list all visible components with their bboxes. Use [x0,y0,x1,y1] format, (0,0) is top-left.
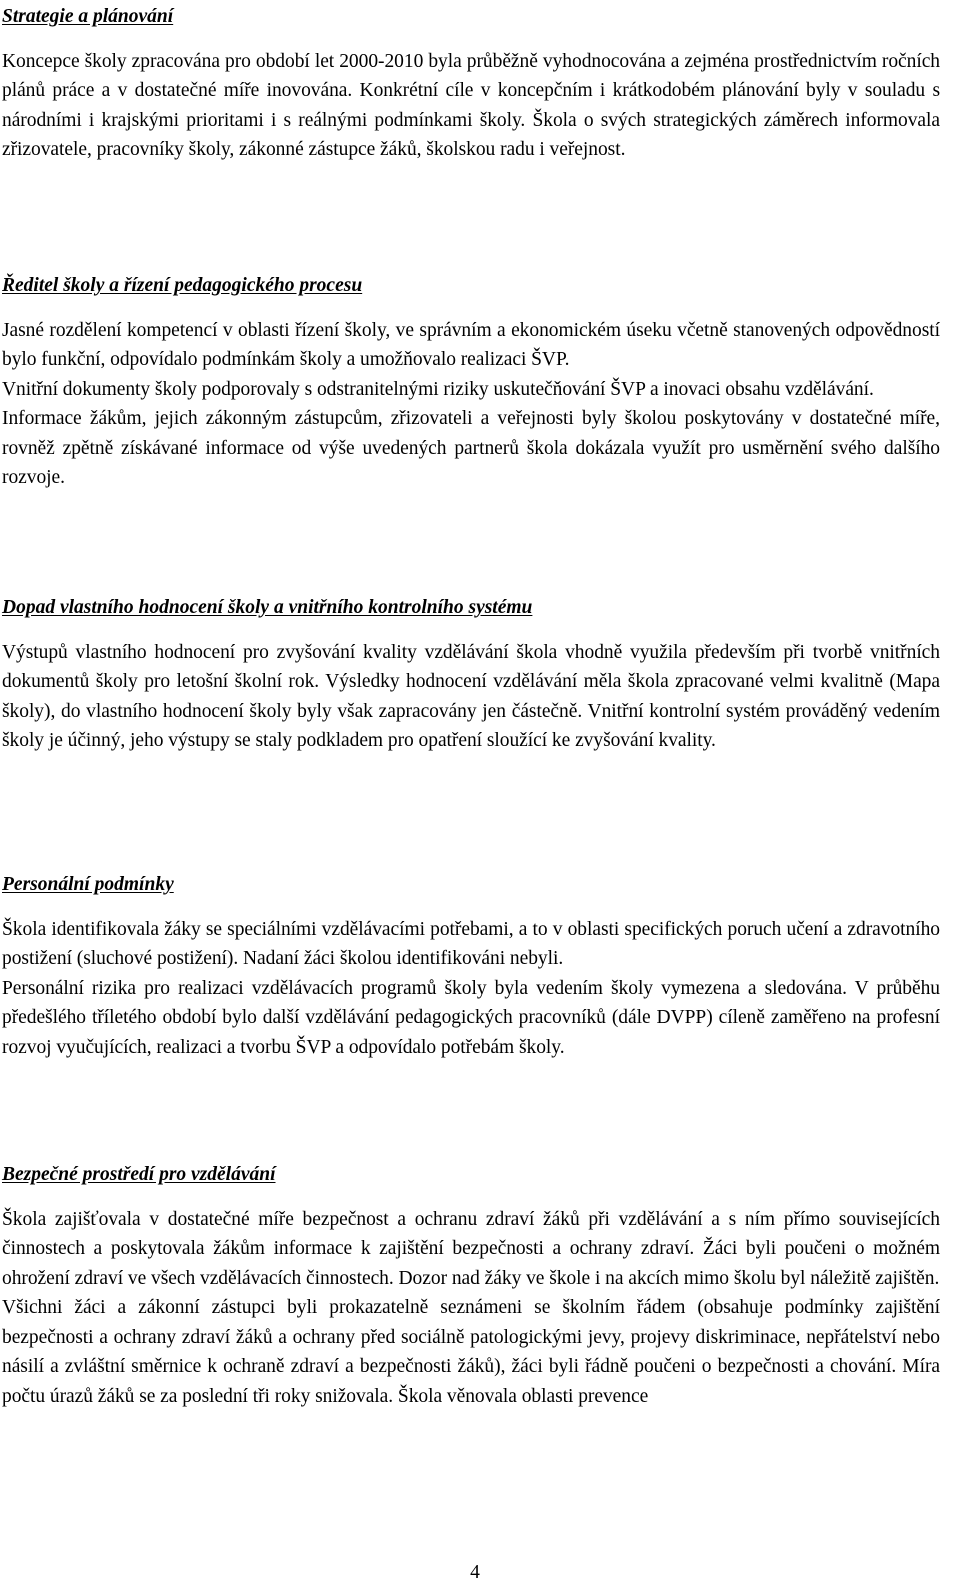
paragraph: Koncepce školy zpracována pro období let 2000-2010 byla průběžně vyhodnocována a zejména prostřednictvím ročních plánů práce a v dostatečné míře inovována. Konkrétní cíle v koncepčním i krátkodobém plánování byly v souladu s národními i krajskými prioritami i s reálnými podmínkami školy. Škola o svých strategických záměrech informovala zřizovatele, pracovníky školy, zákonné zástupce žáků, školskou radu i veřejnost. [2,50,940,160]
section-heading: Dopad vlastního hodnocení školy a vnitřního kontrolního systému [2,597,533,618]
heading-spacing [2,301,940,316]
page-number: 4 [470,1562,480,1583]
paragraph: Informace žákům, jejich zákonným zástupcům, zřizovateli a veřejnosti byly školou poskytovány v dostatečné míře, rovněž zpětně získávané informace od výše uvedených partnerů škola dokázala využít pro usměrnění svého dalšího rozvoje. [2,408,940,488]
section-strategy [2,2,940,165]
heading-spacing [2,623,940,638]
paragraph: Jasné rozdělení kompetencí v oblasti řízení školy, ve správním a ekonomickém úseku včetně stanovených odpovědností bylo funkční, odpovídalo podmínkám školy a umožňovalo realizaci ŠVP. [2,319,940,370]
section-heading: Strategie a plánování [2,6,174,27]
paragraph: Škola identifikovala žáky se speciálními vzdělávacími potřebami, a to v oblasti specifických poruch učení a zdravotního postižení (sluchové postižení). Nadaní žáci školou identifikováni nebyli. [2,918,940,969]
section-director [2,271,940,493]
section-heading: Bezpečné prostředí pro vzdělávání [2,1164,276,1185]
paragraph: Všichni žáci a zákonní zástupci byli prokazatelně seznámeni se školním řádem (obsahuje podmínky zajištění bezpečnosti a ochrany zdraví žáků a ochrany před sociálně patologickými jevy, projevy diskriminace, nepřátelství nebo násilí a zvláštní směrnice k ochraně zdraví a bezpečnosti žáků), žáci byli řádně poučeni o bezpečnosti a chování. Míra počtu úrazů žáků se za poslední tři roky snižovala. Škola věnovala oblasti prevence [2,1297,940,1407]
heading-spacing [2,900,940,915]
section-self-evaluation [2,593,940,756]
paragraph: Personální rizika pro realizaci vzdělávacích programů školy byla vedením školy vymezena a sledována. V průběhu předešlého tříletého období bylo další vzdělávání pedagogických pracovníků (dále DVPP) cíleně zaměřeno na profesní rozvoj vyučujících, realizaci a tvorbu ŠVP a odpovídalo potřebám školy. [2,977,940,1058]
section-safe-environment [2,1160,940,1411]
paragraph: Výstupů vlastního hodnocení pro zvyšování kvality vzdělávání škola vhodně využila především při tvorbě vnitřních dokumentů školy pro letošní školní rok. Výsledky hodnocení vzdělávání měla škola zpracované velmi kvalitně (Mapa školy), do vlastního hodnocení školy byly však zapracovány jen částečně. Vnitřní kontrolní systém prováděný vedením školy je účinný, jeho výstupy se staly podkladem pro opatření sloužící ke zvyšování kvality. [2,641,940,751]
paragraph: Škola zajišťovala v dostatečné míře bezpečnost a ochranu zdraví žáků při vzdělávání a s ním přímo souvisejících činnostech a poskytovala žákům informace k zajištění bezpečnosti a ochrany zdraví. Žáci byli poučeni o možném ohrožení zdraví ve všech vzdělávacích činnostech. Dozor nad žáky ve škole i na akcích mimo školu byl náležitě zajištěn. [2,1208,940,1289]
section-heading: Personální podmínky [2,874,174,895]
heading-spacing [2,1190,940,1205]
heading-spacing [2,32,940,47]
paragraph: Vnitřní dokumenty školy podporovaly s odstranitelnými riziky uskutečňování ŠVP a inovaci obsahu vzdělávání. [2,378,874,400]
section-heading: Ředitel školy a řízení pedagogického procesu [2,275,363,296]
section-personnel [2,870,940,1062]
